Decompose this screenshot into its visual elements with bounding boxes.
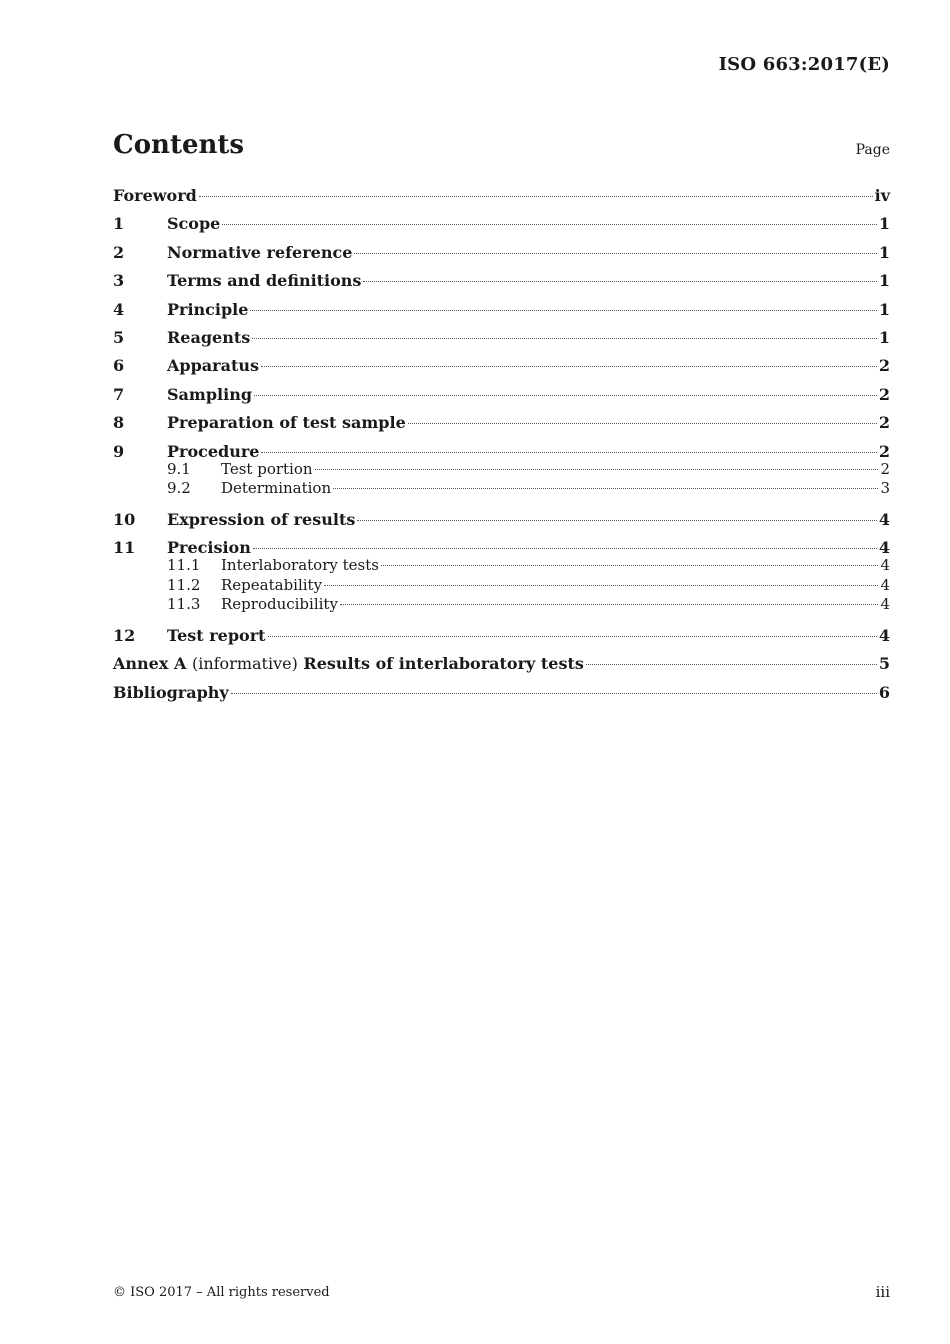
dot-leader [354,253,876,254]
page-number: iii [875,1283,890,1301]
toc-entry-title: Scope [167,214,221,234]
dot-leader [381,565,879,566]
toc-subentry-interlaboratory-tests[interactable] [113,556,890,576]
toc-entry-scope[interactable] [113,212,890,240]
toc-entry-title: Sampling [167,384,253,404]
contents-title: Contents [113,130,245,160]
dot-leader [254,395,877,396]
toc-entry-page: 3 [880,479,890,498]
toc-entry-page: 4 [878,625,890,645]
toc-entry-title: Test portion [221,459,313,478]
toc-entry-number: 9.2 [167,479,191,498]
toc-entry-precision[interactable] [113,536,890,556]
dot-leader [357,520,877,521]
toc-entry-title: Test report [167,625,266,645]
toc-entry-title: Interlaboratory tests [221,556,379,575]
toc-entry-number: 11.3 [167,595,201,614]
toc-entry-normative-reference[interactable] [113,241,890,269]
dot-leader [408,423,877,424]
toc-entry-title: Reproducibility [221,595,338,614]
toc-entry-page: 1 [878,242,890,262]
toc-entry-number: 9 [113,441,125,461]
toc-entry-principle[interactable] [113,298,890,326]
annex-title: Results of interlaboratory tests [303,654,584,674]
toc-entry-title: Expression of results [167,509,356,529]
dot-leader [333,488,878,489]
toc-entry-annex-a[interactable] [113,652,890,680]
toc-entry-number: 4 [113,299,125,319]
toc-subentry-reproducibility[interactable] [113,595,890,624]
dot-leader [268,636,877,637]
dot-leader [261,366,877,367]
toc-entry-number: 3 [113,271,125,291]
toc-subentry-repeatability[interactable] [113,576,890,596]
toc-entry-page: 2 [878,384,890,404]
toc-entry-page: 4 [878,509,890,529]
toc-entry-page: 5 [878,654,890,674]
toc-entry-reagents[interactable] [113,326,890,354]
toc-entry-page: 1 [878,299,890,319]
toc-entry-page: 2 [880,459,890,478]
toc-entry-title: Terms and definitions [167,271,362,291]
toc-entry-page: 4 [880,595,890,614]
table-of-contents [113,184,890,709]
toc-entry-foreword[interactable] [113,184,890,212]
annex-qualifier: (informative) [191,654,298,674]
dot-leader [340,604,879,605]
dot-leader [324,585,878,586]
toc-subentry-test-portion[interactable] [113,460,890,480]
toc-entry-number: 6 [113,356,125,376]
toc-entry-expression-of-results[interactable] [113,508,890,536]
toc-entry-title: Apparatus [167,356,259,376]
dot-leader [231,693,877,694]
dot-leader [222,224,877,225]
toc-entry-test-report[interactable] [113,624,890,652]
toc-entry-number: 11.2 [167,575,201,594]
toc-entry-procedure[interactable] [113,440,890,460]
document-identifier: ISO 663:2017(E) [718,54,890,75]
toc-entry-apparatus[interactable] [113,354,890,382]
dot-leader [315,469,879,470]
dot-leader [363,281,876,282]
dot-leader [250,310,876,311]
toc-entry-title: Reagents [167,327,251,347]
toc-entry-number: 12 [113,625,136,645]
toc-entry-number: 1 [113,214,125,234]
toc-entry-number: 11 [113,538,136,558]
toc-entry-page: 6 [878,682,890,702]
toc-entry-preparation-of-test-sample[interactable] [113,411,890,439]
dot-leader [252,338,877,339]
toc-entry-page: 1 [878,327,890,347]
toc-entry-number: 2 [113,242,125,262]
toc-entry-title: Normative reference [167,242,353,262]
toc-entry-number: 7 [113,384,125,404]
toc-entry-title: Repeatability [221,575,323,594]
toc-entry-number: 9.1 [167,459,191,478]
toc-entry-title [113,652,584,676]
toc-entry-number: 10 [113,509,136,529]
toc-entry-page: 2 [878,413,890,433]
dot-leader [586,664,877,665]
toc-entry-page: 4 [880,575,890,594]
toc-entry-page: 4 [878,538,890,558]
toc-entry-sampling[interactable] [113,383,890,411]
toc-entry-page: 2 [878,441,890,461]
toc-entry-title: Principle [167,299,249,319]
toc-entry-number: 8 [113,413,125,433]
annex-label: Annex A [113,654,187,674]
toc-entry-page: iv [874,186,890,205]
toc-subentry-determination[interactable] [113,479,890,508]
toc-entry-bibliography[interactable] [113,681,890,709]
toc-entry-terms-and-definitions[interactable] [113,269,890,297]
toc-entry-page: 1 [878,214,890,234]
toc-entry-page: 1 [878,271,890,291]
toc-entry-title: Precision [167,538,251,558]
page-column-label: Page [855,142,890,158]
contents-header [113,130,890,166]
copyright-notice: © ISO 2017 – All rights reserved [113,1285,330,1300]
dot-leader [199,196,873,197]
toc-entry-title: Procedure [167,441,260,461]
toc-entry-number: 5 [113,327,125,347]
toc-entry-title: Preparation of test sample [167,413,406,433]
dot-leader [261,452,876,453]
toc-entry-title: Foreword [113,186,197,205]
toc-entry-page: 4 [880,556,890,575]
toc-entry-number: 11.1 [167,556,201,575]
toc-entry-page: 2 [878,356,890,376]
dot-leader [253,548,877,549]
toc-entry-title: Determination [221,479,332,498]
toc-entry-title: Bibliography [113,682,229,702]
